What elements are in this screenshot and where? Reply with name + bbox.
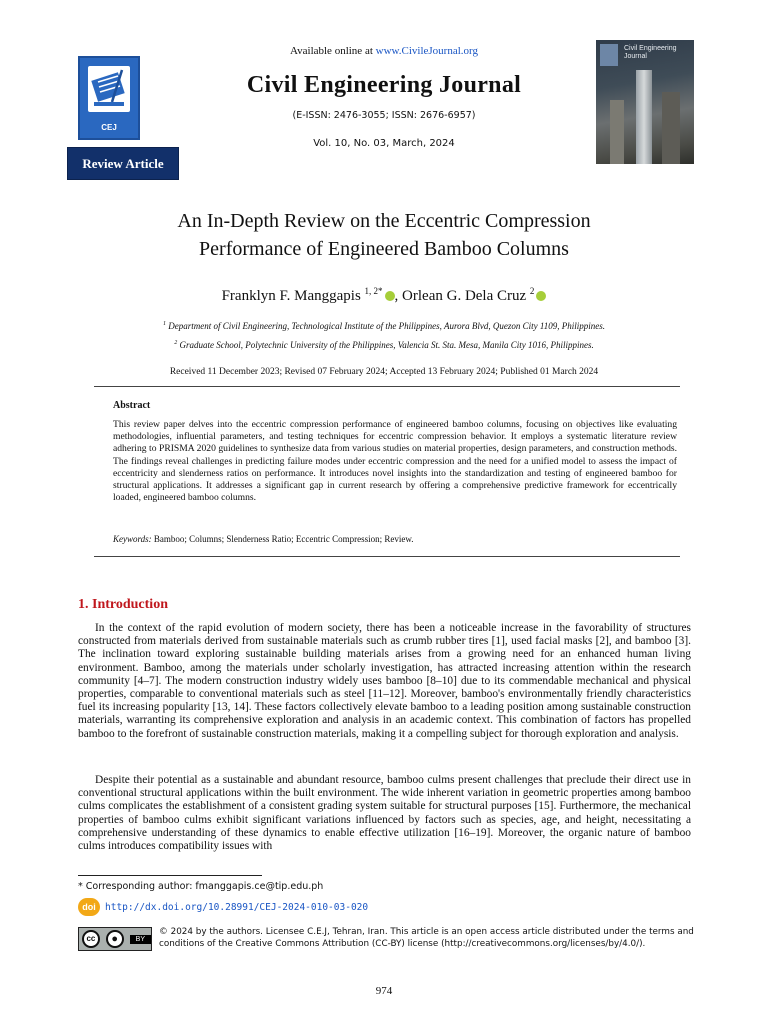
abstract-heading: Abstract: [113, 400, 151, 411]
cover-skyscraper: [636, 70, 652, 164]
author-2-affil: 2: [529, 286, 535, 296]
cover-building: [662, 92, 680, 164]
affiliation-1: [0, 321, 768, 331]
divider: [94, 386, 680, 387]
footnote-divider: [78, 875, 262, 876]
cover-title: [624, 45, 677, 61]
paragraph-text: Despite their potential as a sustainable and abundant resource, bamboo culms present challenges that preclude their direct use in conventional structural applications within the built environment. The wide inherent variation in geometric properties among bamboo culms complicates the establishment of a consistent grading system suitable for structural purposes [15]. Furthermore, the mechanical properties of bamboo culms exhibit significant variations influenced by factors such as species, age, and height, necessitating a comprehensive understanding of these dynamics to enable effective utilization [16–19]. Moreover, the organic nature of bamboo culms introduces compatibility issues with: [78, 774, 691, 853]
affiliation-2-text: Graduate School, Polytechnic University of the Philippines, Valencia St. Sta. Mesa, Manila City 1016, Philippines.: [177, 340, 594, 350]
available-prefix: Available online at: [290, 45, 376, 57]
article-title-line1: An In-Depth Review on the Eccentric Compression: [177, 210, 591, 232]
journal-website-link[interactable]: www.CivileJournal.org: [375, 45, 478, 57]
logo-text: CEJ: [101, 123, 117, 132]
attribution-person-icon: ●: [106, 930, 124, 948]
cc-icon: cc: [82, 930, 100, 948]
author-2: , Orlean G. Dela Cruz: [394, 288, 530, 304]
page-number: 974: [375, 985, 393, 997]
affiliation-1-number: 1: [163, 321, 167, 327]
cover-building: [610, 100, 624, 164]
corresponding-author: * Corresponding author: fmanggapis.ce@tip.edu.ph: [78, 881, 324, 892]
journal-cover-image: [596, 40, 694, 164]
divider: [94, 556, 680, 557]
article-title: [80, 207, 688, 263]
intro-paragraph-2: [78, 774, 691, 853]
affiliation-1-text: Department of Civil Engineering, Technological Institute of the Philippines, Aurora Blvd, Quezon City 1109, Philippines.: [166, 321, 605, 331]
cc-by-license-icon[interactable]: [78, 927, 152, 951]
article-type-badge: Review Article: [67, 147, 179, 180]
keywords: [113, 534, 414, 544]
doi-link[interactable]: http://dx.doi.org/10.28991/CEJ-2024-010-03-020: [105, 902, 369, 913]
cover-title-line1: Civil Engineering: [624, 45, 677, 52]
paragraph-text: In the context of the rapid evolution of modern society, there has been a noticeable increase in the favorability of structures constructed from materials derived from sustainable materials such as crumb rubber tires [1], used facial masks [2], and bamboo [3]. The inclination toward exploring sustainable building materials arises from a growing need for an enhanced human living environment. Bamboo, among the materials under scholarly investigation, has attracted increasing attention within the research community [4–7]. The modern construction industry widely uses bamboo [8–10] due to its commendable mechanical and physical properties, comparable to conventional materials such as steel [11–12]. Moreover, bamboo's environmentally friendly characteristics fuel its increasing popularity [13, 14]. These factors collectively elevate bamboo to a leading position among sustainable construction materials, warranting its comprehensive exploration and analysis in an academic context. This combination of factors has propelled bamboo to the forefront of sustainable construction materials, making it a compelling subject for thorough exploration and analysis.: [78, 622, 691, 740]
author-1-affil: 1, 2*: [364, 286, 383, 296]
orcid-icon[interactable]: [385, 291, 395, 301]
affiliation-2: [0, 340, 768, 350]
issn: (E-ISSN: 2476-3055; ISSN: 2676-6957): [292, 110, 476, 121]
license-text: © 2024 by the authors. Licensee C.E.J, Tehran, Iran. This article is an open access article distributed under the terms and conditions of the Creative Commons Attribution (CC-BY) license (http://creativecommons.org/licenses/by/4.0/).: [159, 927, 694, 949]
keywords-label: Keywords:: [113, 534, 152, 544]
by-label: BY: [130, 935, 151, 944]
keywords-list: Bamboo; Columns; Slenderness Ratio; Eccentric Compression; Review.: [151, 534, 414, 544]
doi-icon: doi: [78, 898, 100, 916]
orcid-icon[interactable]: [536, 291, 546, 301]
cover-title-line2: Journal: [624, 53, 647, 60]
author-1: Franklyn F. Manggapis: [221, 288, 365, 304]
section-heading-introduction: 1. Introduction: [78, 597, 168, 612]
journal-title: Civil Engineering Journal: [246, 72, 522, 98]
article-title-line2: Performance of Engineered Bamboo Columns: [199, 238, 569, 260]
intro-paragraph-1: [78, 622, 691, 741]
author-list: [0, 286, 768, 305]
article-history: Received 11 December 2023; Revised 07 February 2024; Accepted 13 February 2024; Published 01 March 2024: [169, 367, 599, 377]
abstract-text: This review paper delves into the eccentric compression performance of engineered bamboo columns, focusing on objectives like evaluating methodologies, influential parameters, and testing techniques for eccentric compression behavior. It employs a systematic literature review adhering to PRISMA 2020 guidelines to synthesize data from various studies on material properties, design parameters, and construction methods. The findings reveal challenges in predicting failure modes under eccentric compression and the need for a unified model to assess the impact of eccentricity and slenderness ratios on performance. It introduces novel insights into the standardization and testing of engineered bamboo for structural applications. It addresses a significant gap in current research by offering a comprehensive predictive framework for eccentrically loaded, engineered bamboo columns.: [113, 419, 677, 504]
affiliation-2-number: 2: [174, 340, 178, 346]
volume-issue: Vol. 10, No. 03, March, 2024: [313, 138, 455, 149]
cover-thumbnail: [600, 44, 618, 66]
